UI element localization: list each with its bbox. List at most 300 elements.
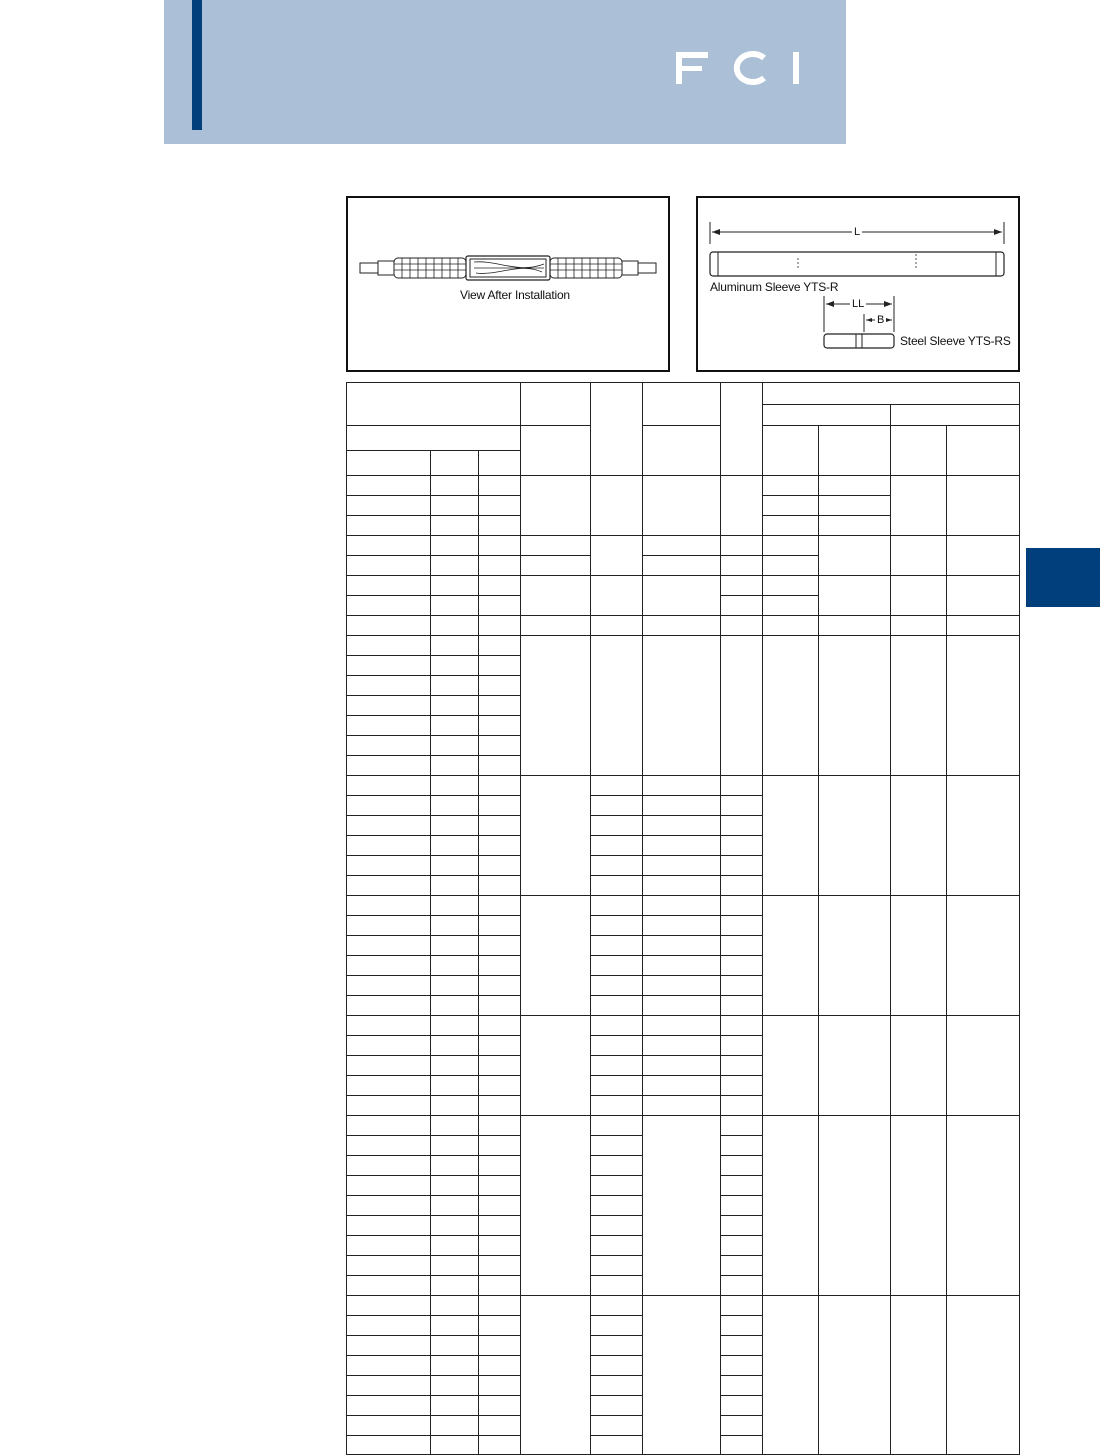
table-cell: [818, 575, 890, 615]
table-cell: [720, 1155, 762, 1175]
table-cell: [478, 815, 520, 835]
table-cell: [346, 450, 430, 475]
table-cell: [946, 895, 1020, 1015]
table-cell: [642, 795, 720, 815]
table-cell: [430, 1275, 478, 1295]
table-cell: [720, 975, 762, 995]
table-cell: [430, 515, 478, 535]
table-cell: [642, 1055, 720, 1075]
table-cell: [346, 1295, 430, 1315]
table-cell: [346, 1275, 430, 1295]
table-cell: [642, 1015, 720, 1035]
table-cell: [946, 535, 1020, 575]
table-cell: [520, 775, 590, 895]
table-cell: [478, 1295, 520, 1315]
table-cell: [720, 1355, 762, 1375]
table-cell: [478, 755, 520, 775]
table-cell: [590, 1275, 642, 1295]
table-cell: [478, 615, 520, 635]
table-cell: [818, 635, 890, 775]
table-cell: [478, 895, 520, 915]
table-cell: [520, 535, 590, 555]
table-cell: [478, 1215, 520, 1235]
table-cell: [346, 915, 430, 935]
table-cell: [890, 404, 1020, 425]
table-cell: [346, 1355, 430, 1375]
table-cell: [762, 775, 818, 895]
table-cell: [346, 675, 430, 695]
table-cell: [430, 555, 478, 575]
table-cell: [642, 975, 720, 995]
table-cell: [520, 615, 590, 635]
table-cell: [520, 382, 590, 475]
table-cell: [590, 815, 642, 835]
table-cell: [818, 535, 890, 575]
table-cell: [430, 915, 478, 935]
table-cell: [720, 775, 762, 795]
installed-sleeve-drawing: [348, 198, 668, 370]
table-cell: [590, 1135, 642, 1155]
table-cell: [478, 1175, 520, 1195]
table-cell: [430, 955, 478, 975]
table-cell: [890, 535, 946, 575]
table-cell: [642, 535, 720, 555]
table-cell: [430, 1015, 478, 1035]
table-cell: [478, 995, 520, 1015]
table-cell: [346, 715, 430, 735]
table-cell: [720, 1115, 762, 1135]
table-cell: [590, 1055, 642, 1075]
table-cell: [818, 615, 890, 635]
table-cell: [590, 855, 642, 875]
table-cell: [720, 1135, 762, 1155]
table-cell: [720, 995, 762, 1015]
table-cell: [478, 775, 520, 795]
table-cell: [478, 555, 520, 575]
table-cell: [346, 815, 430, 835]
installed-sleeve-figure: [346, 196, 670, 372]
table-cell: [430, 1095, 478, 1115]
table-cell: [818, 425, 890, 475]
table-cell: [346, 595, 430, 615]
table-cell: [590, 895, 642, 915]
table-cell: [590, 1375, 642, 1395]
table-cell: [642, 815, 720, 835]
table-cell: [346, 475, 430, 495]
table-cell: [890, 1015, 946, 1115]
table-cell: [642, 775, 720, 795]
dimension-ll-label: LL: [852, 298, 865, 310]
table-cell: [478, 475, 520, 495]
table-cell: [818, 515, 890, 535]
table-cell: [720, 1335, 762, 1355]
table-cell: [642, 1035, 720, 1055]
table-cell: [430, 1075, 478, 1095]
table-cell: [890, 425, 946, 475]
table-cell: [346, 875, 430, 895]
table-cell: [430, 535, 478, 555]
table-cell: [520, 475, 590, 535]
table-cell: [478, 1195, 520, 1215]
table-cell: [346, 1015, 430, 1035]
table-cell: [642, 835, 720, 855]
table-cell: [946, 615, 1020, 635]
table-cell: [346, 1255, 430, 1275]
table-cell: [346, 425, 520, 450]
table-cell: [478, 1235, 520, 1255]
table-cell: [478, 1015, 520, 1035]
sleeve-dimensions-figure: [696, 196, 1020, 372]
table-cell: [346, 835, 430, 855]
table-cell: [520, 1295, 590, 1455]
table-cell: [478, 695, 520, 715]
table-cell: [818, 895, 890, 1015]
table-cell: [346, 935, 430, 955]
table-cell: [430, 755, 478, 775]
table-cell: [346, 1055, 430, 1075]
table-cell: [818, 495, 890, 515]
table-cell: [346, 382, 520, 425]
table-cell: [590, 875, 642, 895]
table-cell: [346, 1415, 430, 1435]
table-cell: [430, 575, 478, 595]
table-cell: [946, 635, 1020, 775]
table-cell: [346, 975, 430, 995]
table-cell: [430, 835, 478, 855]
table-cell: [720, 595, 762, 615]
dimension-l-label: L: [854, 226, 861, 238]
table-cell: [762, 404, 890, 425]
table-cell: [720, 382, 762, 475]
table-cell: [946, 475, 1020, 535]
table-cell: [720, 1375, 762, 1395]
table-cell: [346, 775, 430, 795]
table-cell: [346, 615, 430, 635]
table-cell: [430, 475, 478, 495]
table-cell: [520, 635, 590, 775]
table-cell: [590, 1255, 642, 1275]
table-cell: [478, 955, 520, 975]
table-cell: [478, 495, 520, 515]
table-cell: [346, 1135, 430, 1155]
table-cell: [430, 975, 478, 995]
table-cell: [762, 1015, 818, 1115]
table-cell: [890, 1115, 946, 1295]
table-cell: [346, 795, 430, 815]
table-cell: [478, 1355, 520, 1375]
table-cell: [590, 915, 642, 935]
table-cell: [478, 1135, 520, 1155]
table-cell: [478, 735, 520, 755]
table-cell: [478, 1335, 520, 1355]
fci-logo: [676, 48, 802, 88]
table-cell: [478, 875, 520, 895]
header-accent-bar: [192, 0, 202, 130]
table-cell: [430, 1175, 478, 1195]
table-cell: [430, 935, 478, 955]
table-cell: [346, 955, 430, 975]
table-cell: [478, 1435, 520, 1455]
table-cell: [478, 835, 520, 855]
table-cell: [520, 1115, 590, 1295]
table-cell: [478, 1255, 520, 1275]
table-cell: [430, 1435, 478, 1455]
table-cell: [520, 895, 590, 1015]
table-cell: [720, 855, 762, 875]
table-cell: [478, 1155, 520, 1175]
table-cell: [590, 1075, 642, 1095]
table-cell: [430, 615, 478, 635]
table-cell: [590, 1315, 642, 1335]
table-cell: [520, 555, 590, 575]
table-cell: [762, 515, 818, 535]
table-cell: [590, 1235, 642, 1255]
table-cell: [720, 615, 762, 635]
table-cell: [590, 775, 642, 795]
section-tab: [1026, 548, 1100, 607]
table-cell: [478, 675, 520, 695]
table-cell: [720, 1095, 762, 1115]
table-cell: [720, 1435, 762, 1455]
table-cell: [430, 495, 478, 515]
table-cell: [590, 1435, 642, 1455]
table-cell: [720, 535, 762, 555]
table-cell: [346, 735, 430, 755]
table-cell: [720, 1275, 762, 1295]
table-cell: [430, 1335, 478, 1355]
table-cell: [590, 1355, 642, 1375]
table-cell: [720, 1235, 762, 1255]
table-cell: [890, 615, 946, 635]
table-cell: [890, 895, 946, 1015]
table-cell: [346, 695, 430, 715]
table-cell: [762, 425, 818, 475]
table-cell: [346, 995, 430, 1015]
table-cell: [642, 875, 720, 895]
table-cell: [762, 595, 818, 615]
table-cell: [642, 382, 720, 475]
table-cell: [346, 1095, 430, 1115]
table-cell: [720, 1175, 762, 1195]
table-cell: [720, 575, 762, 595]
table-cell: [590, 615, 642, 635]
table-cell: [478, 715, 520, 735]
table-cell: [720, 795, 762, 815]
table-cell: [430, 695, 478, 715]
table-cell: [478, 1315, 520, 1335]
table-cell: [762, 1115, 818, 1295]
table-cell: [346, 575, 430, 595]
table-cell: [430, 1255, 478, 1275]
table-cell: [590, 995, 642, 1015]
table-cell: [720, 1255, 762, 1275]
table-cell: [346, 1435, 430, 1455]
table-cell: [520, 575, 590, 615]
table-cell: [818, 1115, 890, 1295]
table-cell: [430, 995, 478, 1015]
table-cell: [590, 1395, 642, 1415]
table-cell: [430, 1355, 478, 1375]
table-cell: [346, 895, 430, 915]
table-cell: [478, 515, 520, 535]
table-cell: [478, 450, 520, 475]
table-cell: [762, 495, 818, 515]
table-cell: [890, 575, 946, 615]
table-cell: [346, 855, 430, 875]
table-cell: [346, 1175, 430, 1195]
table-cell: [720, 1315, 762, 1335]
table-cell: [478, 1275, 520, 1295]
table-cell: [590, 1215, 642, 1235]
table-cell: [720, 1015, 762, 1035]
table-cell: [346, 1375, 430, 1395]
table-cell: [762, 635, 818, 775]
table-cell: [720, 475, 762, 535]
table-cell: [430, 855, 478, 875]
table-cell: [890, 635, 946, 775]
table-cell: [590, 795, 642, 815]
table-cell: [818, 1015, 890, 1115]
table-cell: [590, 475, 642, 535]
table-cell: [762, 535, 818, 555]
table-cell: [762, 1295, 818, 1455]
table-cell: [946, 425, 1020, 475]
table-cell: [478, 575, 520, 595]
table-cell: [478, 535, 520, 555]
table-cell: [430, 735, 478, 755]
table-cell: [720, 955, 762, 975]
table-cell: [590, 1095, 642, 1115]
table-cell: [430, 1115, 478, 1135]
table-cell: [590, 975, 642, 995]
table-cell: [520, 1015, 590, 1115]
table-cell: [430, 655, 478, 675]
table-cell: [818, 1295, 890, 1455]
table-cell: [946, 1015, 1020, 1115]
table-cell: [818, 475, 890, 495]
table-cell: [430, 815, 478, 835]
table-cell: [430, 715, 478, 735]
table-cell: [590, 535, 642, 575]
table-cell: [590, 1115, 642, 1135]
table-cell: [642, 475, 720, 535]
table-cell: [346, 755, 430, 775]
table-cell: [478, 595, 520, 615]
table-cell: [946, 575, 1020, 615]
table-cell: [346, 1155, 430, 1175]
table-cell: [590, 1155, 642, 1175]
table-cell: [478, 1095, 520, 1115]
table-cell: [762, 555, 818, 575]
table-cell: [430, 675, 478, 695]
table-cell: [478, 1415, 520, 1435]
table-cell: [642, 955, 720, 975]
table-cell: [478, 1375, 520, 1395]
table-cell: [642, 1095, 720, 1115]
table-cell: [642, 555, 720, 575]
table-cell: [430, 1295, 478, 1315]
table-cell: [720, 875, 762, 895]
table-cell: [478, 795, 520, 815]
table-cell: [346, 1115, 430, 1135]
table-cell: [346, 655, 430, 675]
table-cell: [642, 995, 720, 1015]
table-cell: [642, 935, 720, 955]
table-cell: [762, 575, 818, 595]
table-cell: [430, 1195, 478, 1215]
table-cell: [590, 935, 642, 955]
table-cell: [720, 815, 762, 835]
table-cell: [430, 635, 478, 655]
table-cell: [890, 1295, 946, 1455]
table-cell: [720, 835, 762, 855]
table-cell: [346, 1215, 430, 1235]
table-cell: [430, 1035, 478, 1055]
table-cell: [890, 475, 946, 535]
table-cell: [430, 795, 478, 815]
table-cell: [642, 1075, 720, 1095]
table-cell: [720, 935, 762, 955]
table-cell: [590, 955, 642, 975]
table-cell: [590, 382, 642, 475]
table-cell: [590, 1035, 642, 1055]
table-cell: [946, 775, 1020, 895]
table-cell: [430, 1155, 478, 1175]
table-cell: [720, 915, 762, 935]
table-cell: [430, 1375, 478, 1395]
table-cell: [762, 895, 818, 1015]
table-cell: [642, 855, 720, 875]
table-cell: [346, 495, 430, 515]
table-cell: [642, 1115, 720, 1295]
table-cell: [478, 635, 520, 655]
table-cell: [946, 1115, 1020, 1295]
table-cell: [430, 1215, 478, 1235]
table-cell: [478, 1055, 520, 1075]
table-cell: [642, 575, 720, 615]
table-cell: [890, 775, 946, 895]
table-cell: [478, 1035, 520, 1055]
table-cell: [720, 635, 762, 775]
table-cell: [430, 1315, 478, 1335]
table-cell: [642, 1295, 720, 1455]
table-cell: [346, 515, 430, 535]
table-cell: [478, 855, 520, 875]
table-cell: [720, 1195, 762, 1215]
table-cell: [590, 1415, 642, 1435]
dimension-b-label: B: [877, 314, 885, 326]
table-cell: [590, 835, 642, 855]
installed-caption: View After Installation: [460, 288, 570, 302]
table-cell: [720, 1035, 762, 1055]
table-cell: [478, 1115, 520, 1135]
table-cell: [346, 1395, 430, 1415]
table-cell: [590, 1195, 642, 1215]
table-cell: [642, 635, 720, 775]
table-cell: [720, 1075, 762, 1095]
table-cell: [478, 1075, 520, 1095]
table-cell: [430, 450, 478, 475]
table-cell: [720, 555, 762, 575]
table-cell: [430, 775, 478, 795]
table-cell: [590, 1335, 642, 1355]
table-cell: [346, 1315, 430, 1335]
table-cell: [642, 915, 720, 935]
table-cell: [720, 1215, 762, 1235]
table-cell: [430, 1135, 478, 1155]
table-cell: [346, 1035, 430, 1055]
table-cell: [430, 875, 478, 895]
